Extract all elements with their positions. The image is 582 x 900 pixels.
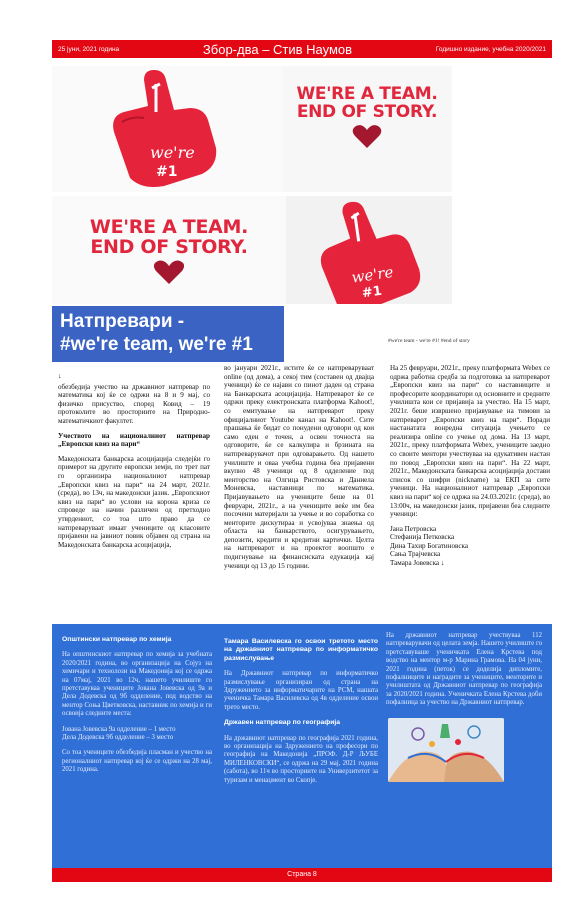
result-line: Јована Јовевска 9а одделение – 1 место	[62, 725, 176, 733]
paragraph: На 25 февруари, 2021г., преку платформата Webex се одржа работна средба за подготовка за натпреварот „Европски квиз на пари“ со наставниците и професорите координатори од основните и средните училишта кои се пријавија за учество. На 15 март, 2021г. беше извршено пријавување на тимови за натпреварот „Европски квиз на пари“. Поради настанатата вонредна ситуација учењето се реализира online со учење од дома. На 13 март, 2021г., преку платформата Webex, учениците заедно со своите ментори учествуваа на едукативен настан по повод „Европски квиз на пари“. На 22 март, 2021г., Македонската банкарска асоцијација достави список со шифри (nickname) за ЕКП за сите ученици. На националниот натпревар „Европски квиз на пари“ кој се одржа на 24.03.2021г. (среда), во 13:00ч, на македонски јазик, пријавени беа следните ученици:	[390, 364, 550, 519]
finger-text: we're	[150, 143, 195, 162]
paragraph: Со тоа учениците обезбедија пласман и учество на регионалниот натпревар кој ќе се одржи на 28 мај, 2021 година.	[62, 749, 212, 774]
foam-finger-graphic	[52, 66, 282, 192]
page-header	[52, 40, 552, 58]
hands-with-chemistry-icons	[388, 718, 504, 782]
news-heading: Државен натпревар по географија	[224, 719, 341, 727]
svg-text:#1: #1	[360, 283, 383, 302]
science-hands-image	[388, 718, 504, 782]
section-banner	[52, 306, 284, 362]
list-item: Тамара Јовевска ↓	[390, 559, 445, 568]
foam-finger-graphic-2	[286, 196, 452, 304]
news-heading: Тамара Василевска го освои третото место на државниот натпревар по информатичко размислување	[224, 638, 378, 662]
list-item: Јана Петровска	[390, 524, 437, 533]
page-footer: Страна 8	[52, 868, 552, 882]
header-edition: Годишно издание, учебна 2020/2021	[435, 45, 546, 53]
foam-finger-image-2	[286, 196, 452, 304]
news-heading: Општински натпревар по хемија	[62, 636, 172, 643]
slogan-line-2b: END OF STORY.	[90, 235, 248, 258]
svg-text:#1: #1	[156, 164, 178, 180]
paragraph: На општинскиот натпревар по хемија за учебната 2020/2021 година, во организација на Сојуз на хемичари и технолози на Македонија кој се одржа на 07мај, 2021 во 12ч, нашето училиште го претставуваа учениците Јована Јовевска од 9а и Дела Додевска од 9б одделение, под водство на ментор Соња Цветковска, наставник по хемија и ги освоија следните места:	[62, 651, 212, 718]
list-item: Сања Трајчевска	[390, 550, 441, 559]
article-column-2	[224, 364, 374, 576]
list-item: Дина Тахир Богатиновска	[390, 541, 468, 550]
continue-arrow: ↓	[58, 372, 62, 380]
slogan-line-1b: WE'RE A TEAM.	[89, 216, 249, 238]
svg-text:we're: we're	[350, 262, 395, 287]
competition-news-box	[52, 624, 552, 868]
news-column-2	[224, 638, 378, 792]
heart-icon	[282, 122, 452, 152]
heart-icon	[52, 258, 286, 288]
paragraph: обезбедија учество на државниот натпревар по математика кој ќе се одржи на 8 и 9 мај, со физичко присуство, според Ковид – 19 протоколите во просториите на Природно-математичкиот факултет.	[58, 382, 210, 425]
team-slogan-image-1	[282, 66, 452, 192]
image-caption: #we're team - we're #1! #end of story	[388, 338, 470, 344]
news-column-1	[62, 636, 212, 782]
student-list	[390, 525, 550, 568]
paragraph: На државниот натпревар по географија 2021 година, во организација на Здружението на професори по географија на Македонија „ПРОФ. Д-Р ЉУБЕ МИЛЕНКОВСКИ“, се одржа на 29 мај, 2021 година (сабота), во 11ч во просториите на Универзитетот за туризам и менаџмент во Скопје.	[224, 734, 378, 784]
slogan-line-2: END OF STORY.	[296, 101, 438, 122]
paragraph: На Државниот натпревар по информатичко размислување организиран од страна на Здружението за информатичарите на РСМ, нашата ученичка Тамара Василевска од 4в одделение освои трето место.	[224, 670, 378, 711]
newsletter-title: Збор-два – Стив Наумов	[202, 41, 353, 57]
paragraph: Македонската банкарска асоцијација следејќи го примерот на другите европски земји, по трет пат го организира националниот натпревар „Европски квиз на пари“ на 24 март, 2021г. (среда), во 13ч, на македонски јазик. „Европскиот квиз на пари“ во услови на корона криза се спроведе на начин различен од претходно утврдениот, со тоа што право да се натпреваруваат имаат учениците од класовите пријавени на јавниот повик објавен од страна на Македонската банкарска асоцијација,	[58, 454, 210, 549]
article-column-3	[390, 364, 550, 568]
article-subheading: Учеството на националниот натпревар „Европски квиз на пари“	[58, 431, 210, 449]
list-item: Стефанија Петковска	[390, 533, 455, 542]
paragraph: На државниот натпревар учествуваа 112 натпреварувачи од целата земја. Нашето училиште го претставуваше ученичката Елена Крстева под водство на ментор м-р Марина Грамова. На 04 јуни, 2021 година (петок) се доделија дипломите, пофалниците и наградите за учениците, менторите и училиштата од Државниот натпревар по географија за 2020/2021 година. Ученичката Елена Крстева доби пофалница за учество на Државниот натпревар.	[386, 632, 542, 707]
slogan-line-1: WE'RE A TEAM.	[296, 84, 438, 104]
banner-line-1: Натпревари -	[60, 311, 185, 332]
news-column-3	[386, 632, 542, 715]
article-column-1	[58, 372, 210, 555]
banner-line-2: #we're team, we're #1	[60, 334, 253, 355]
header-date: 25 јуни, 2021 година	[58, 45, 120, 53]
foam-finger-image-1	[52, 66, 282, 192]
paragraph: во јануари 2021г., истите ќе се натпреваруваат online (од дома), а секој тим (составен од двајца ученици) ќе се најави со пинот даден од страна на Банкарската асоцијација. Натпреварот ќе се одржи преку електронската платформа Kahoot!, со емитување на натпреварот преку официјалниот Youtube канал на Kahoot!. Сите прашања ќе бидат со понудени одговори од кои само еден е точен, а освен точноста на одговорите, ќе се калкулира и брзината на натпреварувачот при одговарањето. Од нашето училиште и оваа учебна година беа пријавени вкупно 48 ученици од 8 одделение под менторство на Олгица Ристовска и Даниела Моневска, наставници по математика. Пријавувањето на учениците беше на 01 февруари, 2021г., а на учениците веќе им беа посочени материјали за учење и во соработка со менторите дискутираа и усвојуваа знаења од областа на банкарството, осигурувањето, депозити, кредити и кредитни картички. Целта на натпреварот и на проектот воопшто е подигнување на финансиската едукација кај ученици од 13 до 15 години.	[224, 364, 374, 570]
team-slogan-image-2	[52, 196, 286, 304]
result-line: Дела Додевска 9б одделение – 3 место	[62, 734, 174, 742]
